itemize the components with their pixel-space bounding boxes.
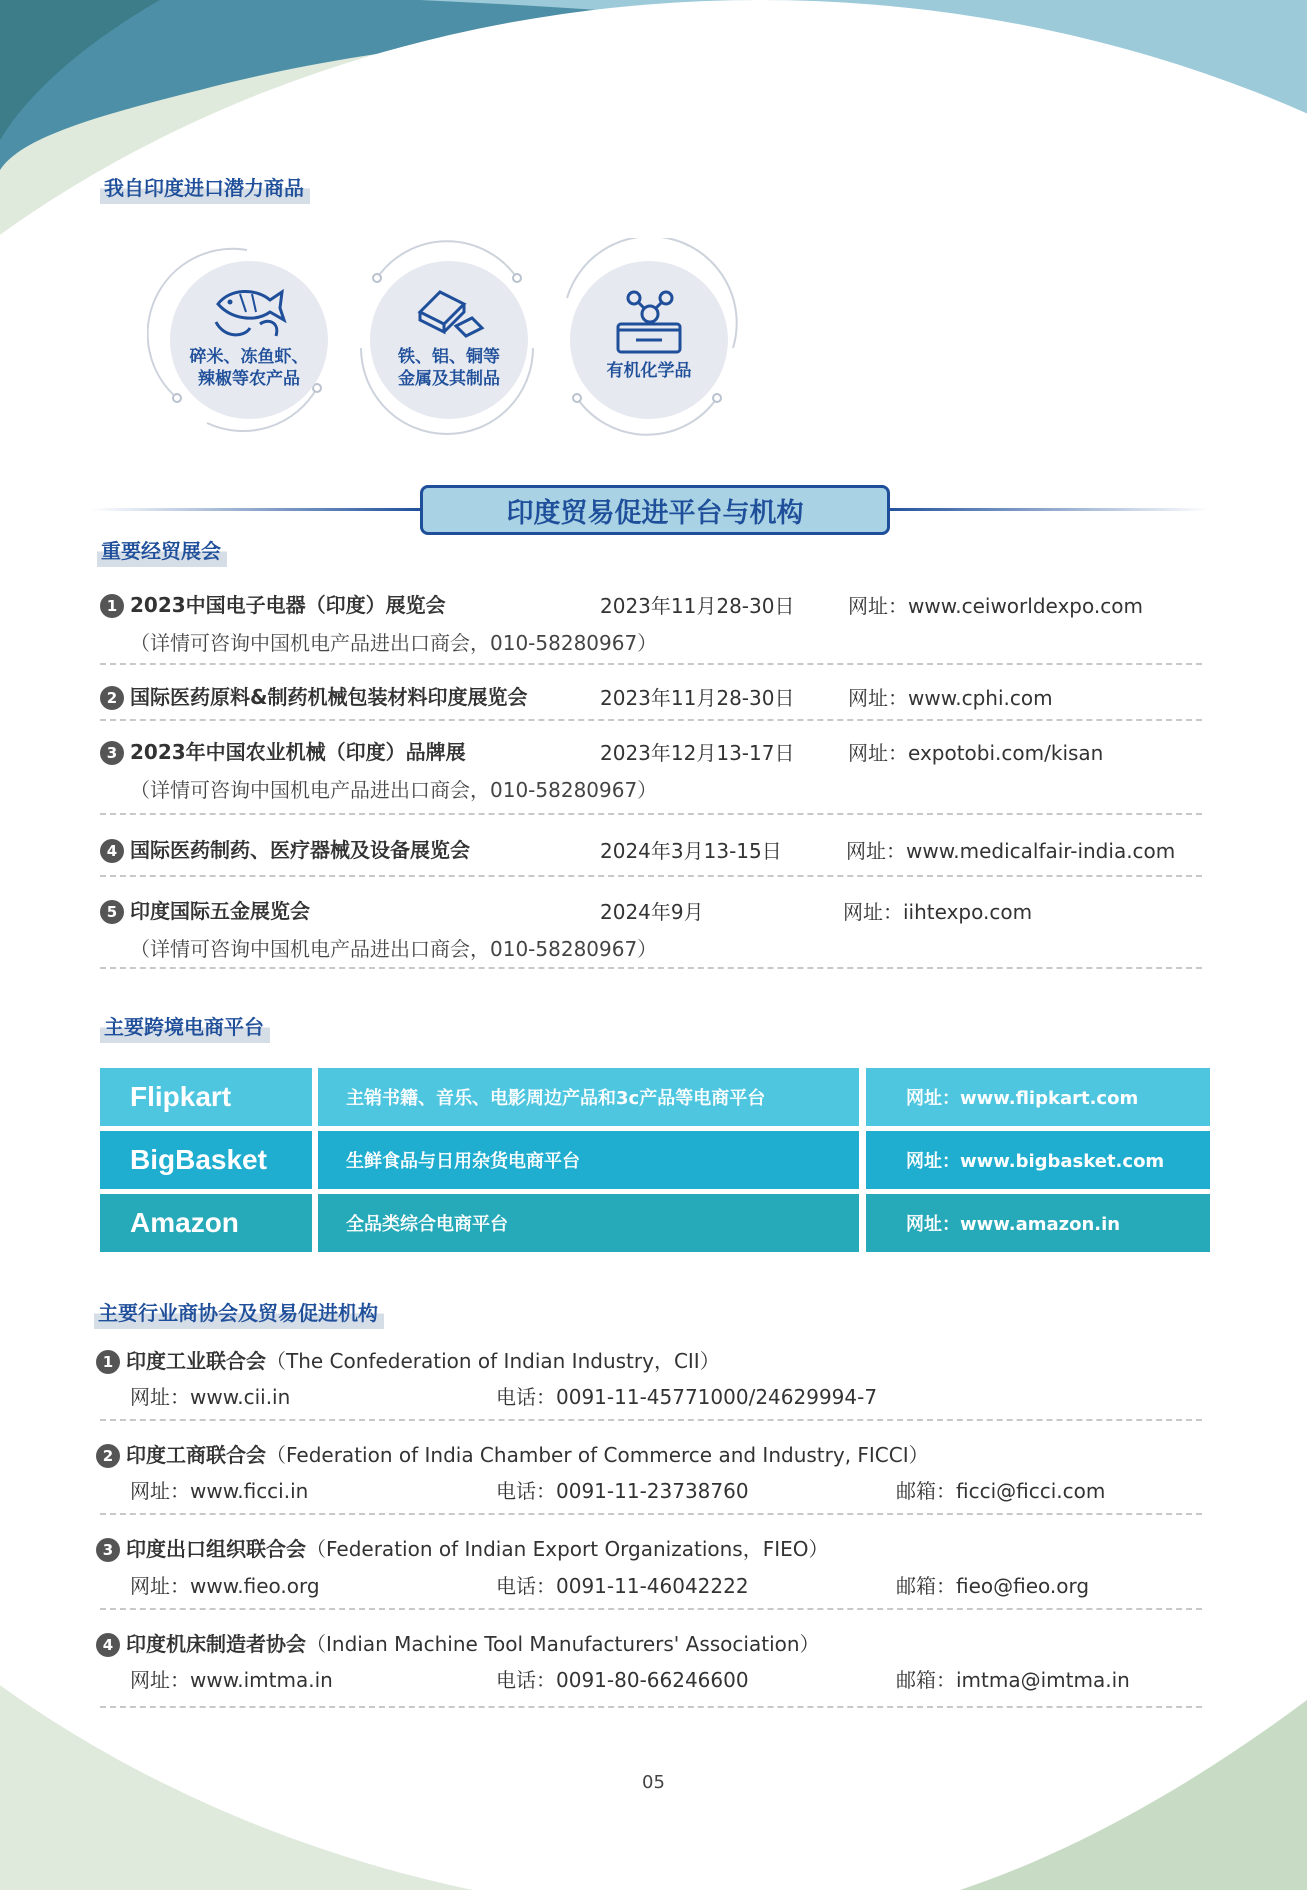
association-tel: 电话：0091-11-46042222 <box>496 1574 749 1598</box>
platform-desc: 主销书籍、音乐、电影周边产品和3c产品等电商平台 <box>346 1088 766 1109</box>
expo-note: （详情可咨询中国机电产品进出口商会，010-58280967） <box>130 778 658 802</box>
association-name: 印度出口组织联合会 <box>126 1537 306 1561</box>
import-goods-item <box>152 243 322 413</box>
association-mail[interactable]: 邮箱：imtma@imtma.in <box>896 1668 1130 1692</box>
divider <box>100 663 1202 665</box>
expos-title: 重要经贸展会 <box>97 533 227 567</box>
platform-row <box>100 1194 1210 1252</box>
expo-date: 2023年11月28-30日 <box>600 594 795 618</box>
section-banner: 印度贸易促进平台与机构 <box>420 485 890 535</box>
association-web[interactable]: 网址：www.fieo.org <box>130 1574 320 1598</box>
divider <box>100 875 1202 877</box>
platform-row <box>100 1131 1210 1189</box>
association-item <box>96 1533 829 1562</box>
number-badge: 2 <box>96 1444 120 1468</box>
divider <box>100 719 1202 721</box>
expo-name: 国际医药制药、医疗器械及设备展览会 <box>130 838 470 862</box>
metal-ingot-icon <box>410 282 488 340</box>
number-badge: 4 <box>96 1633 120 1657</box>
import-goods-item <box>352 243 522 413</box>
divider <box>100 1513 1202 1515</box>
divider <box>100 1419 1202 1421</box>
platform-url[interactable]: 网址：www.bigbasket.com <box>906 1151 1165 1172</box>
expo-item <box>100 681 527 710</box>
chemistry-icon <box>610 288 688 356</box>
expo-name: 印度国际五金展览会 <box>130 899 310 923</box>
import-goods-title: 我自印度进口潜力商品 <box>100 170 310 204</box>
platform-url[interactable]: 网址：www.flipkart.com <box>906 1088 1139 1109</box>
platform-name: Amazon <box>130 1207 239 1238</box>
expo-url[interactable]: 网址：www.cphi.com <box>848 686 1053 710</box>
expo-date: 2024年9月 <box>600 900 704 924</box>
page-number: 05 <box>642 1772 665 1793</box>
association-mail[interactable]: 邮箱：fieo@fieo.org <box>896 1574 1090 1598</box>
platform-desc-cell <box>318 1068 859 1126</box>
divider <box>100 967 1202 969</box>
association-item <box>96 1628 820 1657</box>
expo-name: 2023年中国农业机械（印度）品牌展 <box>130 740 466 764</box>
expo-item <box>100 589 446 618</box>
number-badge: 1 <box>96 1350 120 1374</box>
platforms-title: 主要跨境电商平台 <box>100 1009 270 1043</box>
associations-title: 主要行业商协会及贸易促进机构 <box>94 1295 384 1329</box>
divider <box>100 813 1202 815</box>
association-item <box>96 1345 720 1374</box>
platform-url[interactable]: 网址：www.amazon.in <box>906 1214 1121 1235</box>
expo-note: （详情可咨询中国机电产品进出口商会，010-58280967） <box>130 937 658 961</box>
number-badge: 4 <box>100 839 124 863</box>
association-en-name: （Indian Machine Tool Manufacturers' Association） <box>306 1632 820 1656</box>
platform-name-cell <box>100 1131 312 1189</box>
expo-note: （详情可咨询中国机电产品进出口商会，010-58280967） <box>130 631 658 655</box>
expo-date: 2023年11月28-30日 <box>600 686 795 710</box>
number-badge: 1 <box>100 594 124 618</box>
platform-name-cell <box>100 1068 312 1126</box>
import-goods-label-line1: 有机化学品 <box>606 361 692 381</box>
association-web[interactable]: 网址：www.ficci.in <box>130 1479 309 1503</box>
association-web[interactable]: 网址：www.cii.in <box>130 1385 291 1409</box>
import-goods-label-line2: 金属及其制品 <box>398 369 500 389</box>
divider <box>100 1608 1202 1610</box>
platform-desc-cell <box>318 1131 859 1189</box>
number-badge: 5 <box>100 900 124 924</box>
association-tel: 电话：0091-80-66246600 <box>496 1668 749 1692</box>
fish-shrimp-icon <box>210 282 288 340</box>
number-badge: 3 <box>100 741 124 765</box>
platform-desc: 全品类综合电商平台 <box>346 1214 508 1235</box>
import-goods-label-line2: 辣椒等农产品 <box>198 369 300 389</box>
number-badge: 2 <box>100 686 124 710</box>
expo-name: 2023中国电子电器（印度）展览会 <box>130 593 446 617</box>
association-name: 印度工商联合会 <box>126 1443 266 1467</box>
platform-name: BigBasket <box>130 1144 267 1175</box>
import-goods-label-line1: 碎米、冻鱼虾、 <box>189 347 309 367</box>
association-en-name: （Federation of India Chamber of Commerce and Industry, FICCI） <box>266 1443 929 1467</box>
import-goods-item <box>552 243 722 413</box>
platform-name-cell <box>100 1194 312 1252</box>
divider <box>100 1706 1202 1708</box>
expo-url[interactable]: 网址：www.ceiworldexpo.com <box>848 594 1143 618</box>
association-en-name: （Federation of Indian Export Organizations，FIEO） <box>306 1537 829 1561</box>
number-badge: 3 <box>96 1538 120 1562</box>
expo-date: 2023年12月13-17日 <box>600 741 795 765</box>
expo-date: 2024年3月13-15日 <box>600 839 782 863</box>
expo-name: 国际医药原料&制药机械包装材料印度展览会 <box>130 685 528 709</box>
association-tel: 电话：0091-11-45771000/24629994-7 <box>496 1385 878 1409</box>
association-mail[interactable]: 邮箱：ficci@ficci.com <box>896 1479 1106 1503</box>
association-web[interactable]: 网址：www.imtma.in <box>130 1668 333 1692</box>
platform-url-cell[interactable] <box>866 1194 1210 1252</box>
association-tel: 电话：0091-11-23738760 <box>496 1479 749 1503</box>
platform-desc: 生鲜食品与日用杂货电商平台 <box>346 1151 580 1172</box>
association-name: 印度机床制造者协会 <box>126 1632 306 1656</box>
expo-url[interactable]: 网址：iihtexpo.com <box>843 900 1033 924</box>
expo-item <box>100 895 310 924</box>
expo-url[interactable]: 网址：www.medicalfair-india.com <box>846 839 1176 863</box>
association-name: 印度工业联合会 <box>126 1349 266 1373</box>
platform-url-cell[interactable] <box>866 1068 1210 1126</box>
platform-name: Flipkart <box>130 1081 232 1112</box>
import-goods-label-line1: 铁、铝、铜等 <box>398 347 500 367</box>
platform-desc-cell <box>318 1194 859 1252</box>
expo-item <box>100 736 466 765</box>
association-en-name: （The Confederation of Indian Industry，CII） <box>266 1349 720 1373</box>
platform-row <box>100 1068 1210 1126</box>
expo-url[interactable]: 网址：expotobi.com/kisan <box>848 741 1104 765</box>
expo-item <box>100 834 470 863</box>
platform-url-cell[interactable] <box>866 1131 1210 1189</box>
association-item <box>96 1439 929 1468</box>
